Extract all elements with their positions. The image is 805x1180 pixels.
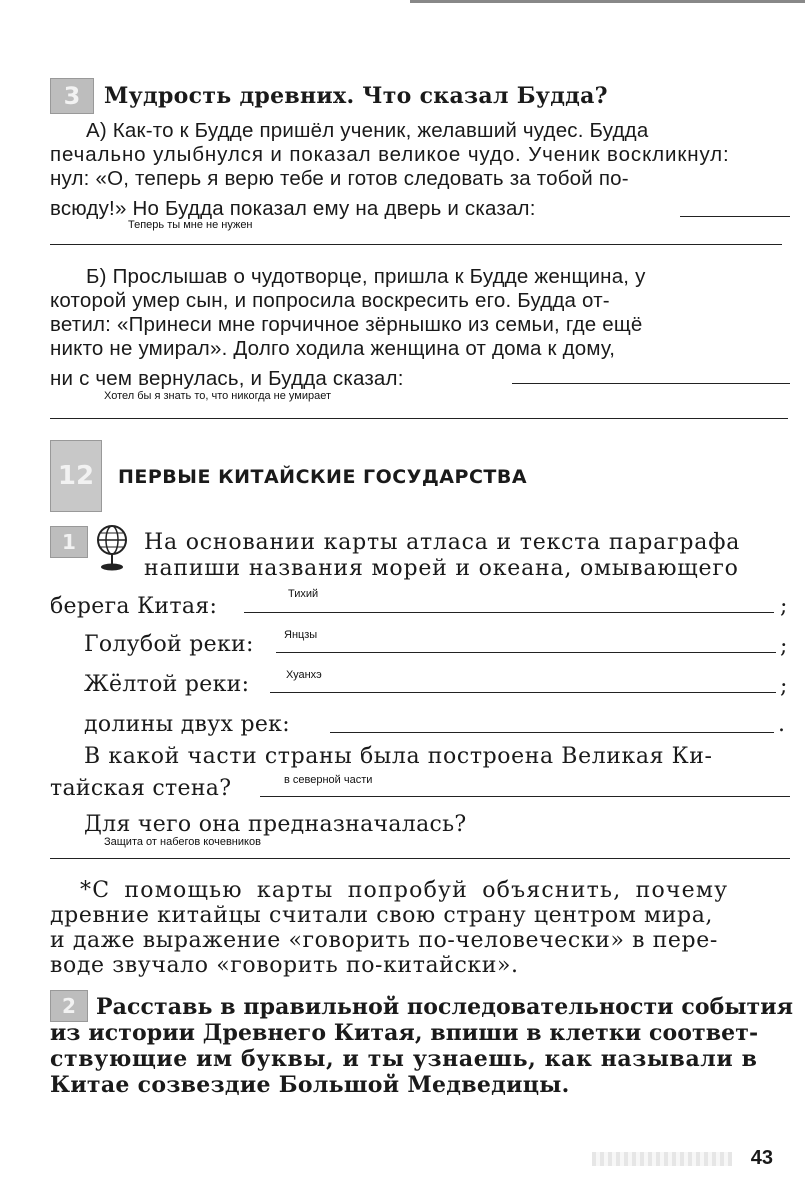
- question-text: Для чего она предназначалась?: [84, 812, 467, 837]
- punctuation: ;: [780, 634, 788, 659]
- paragraph-line: всюду!» Но Будда показал ему на дверь и сказал:: [50, 197, 536, 220]
- question-text: В какой части страны была построена Великая Ки-: [84, 744, 713, 769]
- top-border: [410, 0, 805, 3]
- handwritten-answer: Хуанхэ: [286, 669, 322, 681]
- punctuation: ;: [780, 594, 788, 619]
- question-text: тайская стена?: [50, 776, 232, 801]
- handwritten-answer: Теперь ты мне не нужен: [128, 219, 253, 231]
- handwritten-answer: Хотел бы я знать то, что никогда не умирает: [104, 390, 332, 402]
- extra-task-line: древние китайцы считали свою страну центром мира,: [50, 903, 714, 928]
- globe-icon: [94, 522, 130, 574]
- task-text-line: Расставь в правильной последовательности события: [96, 994, 794, 1020]
- section-title: Мудрость древних. Что сказал Будда?: [104, 83, 608, 109]
- task-text-line: На основании карты атласа и текста параграфа: [144, 530, 741, 555]
- extra-task-line: воде звучало «говорить по-китайски».: [50, 953, 519, 978]
- task-text-line: Китае созвездие Большой Медведицы.: [50, 1072, 570, 1098]
- answer-line: [276, 652, 776, 653]
- answer-line: [680, 216, 790, 217]
- answer-line: [270, 692, 776, 693]
- task-number-badge: 2: [50, 990, 88, 1022]
- paragraph-line: Б) Прослышав о чудотворце, пришла к Будде женщина, у: [86, 265, 646, 288]
- task-text-line: из истории Древнего Китая, впиши в клетки соответ-: [50, 1020, 759, 1046]
- paragraph-line: ни с чем вернулась, и Будда сказал:: [50, 367, 404, 390]
- answer-line: [50, 244, 782, 245]
- answer-line: [50, 858, 790, 859]
- answer-line: [50, 418, 788, 419]
- paragraph-line: печально улыбнулся и показал великое чудо. Ученик воскликнул:: [50, 143, 730, 166]
- answer-line: [330, 732, 774, 733]
- handwritten-answer: Защита от набегов кочевников: [104, 836, 261, 848]
- question-label: Голубой реки:: [84, 632, 254, 657]
- question-label: Жёлтой реки:: [84, 672, 250, 697]
- answer-line: [260, 796, 790, 797]
- question-label: долины двух рек:: [84, 712, 290, 737]
- paragraph-line: нул: «О, теперь я верю тебе и готов следовать за тобой по-: [50, 167, 629, 190]
- handwritten-answer: в северной части: [284, 774, 373, 786]
- paragraph-line: ветил: «Принеси мне горчичное зёрнышко из семьи, где ещё: [50, 313, 643, 336]
- handwritten-answer: Янцзы: [284, 629, 318, 641]
- answer-line: [244, 612, 774, 613]
- paragraph-line: никто не умирал». Долго ходила женщина от дома к дому,: [50, 337, 616, 360]
- handwritten-answer: Тихий: [288, 588, 319, 600]
- page-decoration: [592, 1152, 732, 1166]
- question-label: берега Китая:: [50, 594, 218, 619]
- punctuation: ;: [780, 674, 788, 699]
- task-number-badge: 3: [50, 78, 94, 114]
- answer-line: [512, 383, 790, 384]
- punctuation: .: [778, 712, 786, 737]
- task-text-line: ствующие им буквы, и ты узнаешь, как называли в: [50, 1046, 758, 1072]
- paragraph-line: которой умер сын, и попросила воскресить его. Будда от-: [50, 289, 610, 312]
- chapter-number-badge: 12: [50, 440, 102, 512]
- extra-task-line: *С помощью карты попробуй объяснить, почему: [80, 878, 729, 903]
- page-number: 43: [750, 1147, 773, 1169]
- extra-task-line: и даже выражение «говорить по-человечески» в пере-: [50, 928, 718, 953]
- chapter-title: ПЕРВЫЕ КИТАЙСКИЕ ГОСУДАРСТВА: [118, 466, 528, 488]
- task-text-line: напиши названия морей и океана, омывающего: [144, 556, 739, 581]
- task-number-badge: 1: [50, 526, 88, 558]
- paragraph-line: А) Как-то к Будде пришёл ученик, желавший чудес. Будда: [86, 119, 649, 142]
